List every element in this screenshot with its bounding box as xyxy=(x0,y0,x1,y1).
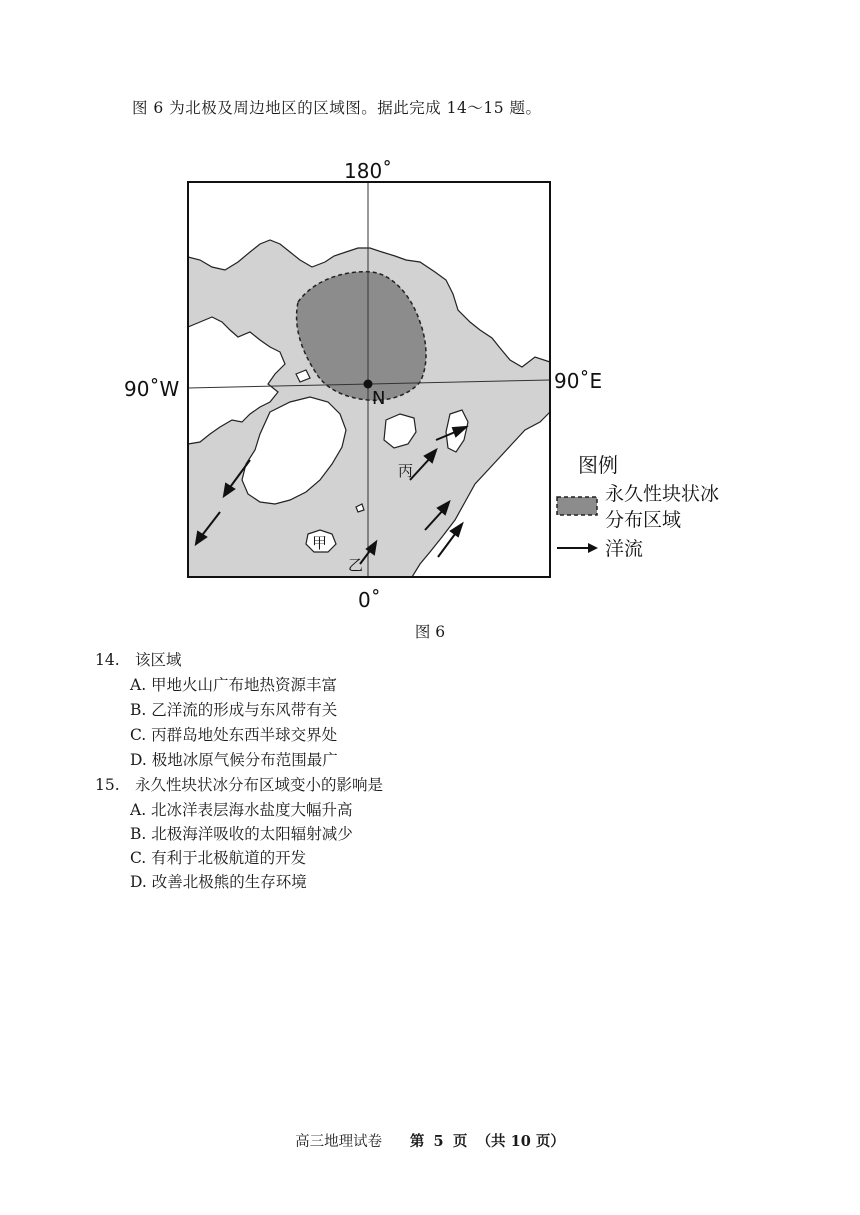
legend-ice-line1: 永久性块状冰 xyxy=(605,483,720,505)
label-90e: 90˚E xyxy=(554,369,603,393)
legend-title: 图例 xyxy=(578,453,618,477)
question-number: 14. xyxy=(95,651,120,669)
option: D. 极地冰原气候分布范围最广 xyxy=(130,751,338,769)
option: A. 北冰洋表层海水盐度大幅升高 xyxy=(130,801,353,819)
footer-page-num: 5 xyxy=(433,1133,444,1150)
footer-page-mid: 页 xyxy=(452,1133,468,1150)
label-bing: 丙 xyxy=(398,462,414,480)
intro-text: 图 6 为北极及周边地区的区域图。据此完成 14～15 题。 xyxy=(132,99,542,117)
question-number: 15. xyxy=(95,776,120,794)
footer-subject: 高三地理试卷 xyxy=(295,1134,383,1150)
figure-caption: 图 6 xyxy=(414,623,446,641)
label-180: 180˚ xyxy=(344,159,393,183)
footer-total: （共 10 页） xyxy=(476,1133,565,1150)
label-0: 0˚ xyxy=(358,588,381,612)
legend-ice-line2: 分布区域 xyxy=(605,509,682,531)
label-jia: 甲 xyxy=(312,534,328,552)
question-15 xyxy=(95,773,383,795)
arctic-map xyxy=(120,152,760,622)
option: A. 甲地火山广布地热资源丰富 xyxy=(130,676,338,694)
legend xyxy=(557,453,719,560)
question-14 xyxy=(95,648,182,670)
label-n: N xyxy=(372,388,386,409)
question-stem: 该区域 xyxy=(135,651,182,669)
label-yi: 乙 xyxy=(348,556,364,574)
legend-ice-swatch xyxy=(557,497,597,515)
legend-current-label: 洋流 xyxy=(605,538,644,560)
option: C. 丙群岛地处东西半球交界处 xyxy=(130,726,338,744)
page-footer xyxy=(0,1130,860,1151)
footer-page-prefix: 第 xyxy=(409,1133,425,1150)
option: B. 乙洋流的形成与东风带有关 xyxy=(130,701,338,719)
label-90w: 90˚W xyxy=(124,377,180,401)
option: D. 改善北极熊的生存环境 xyxy=(130,873,307,891)
question-stem: 永久性块状冰分布区域变小的影响是 xyxy=(135,776,384,794)
option: B. 北极海洋吸收的太阳辐射减少 xyxy=(130,825,353,843)
option: C. 有利于北极航道的开发 xyxy=(130,849,307,867)
